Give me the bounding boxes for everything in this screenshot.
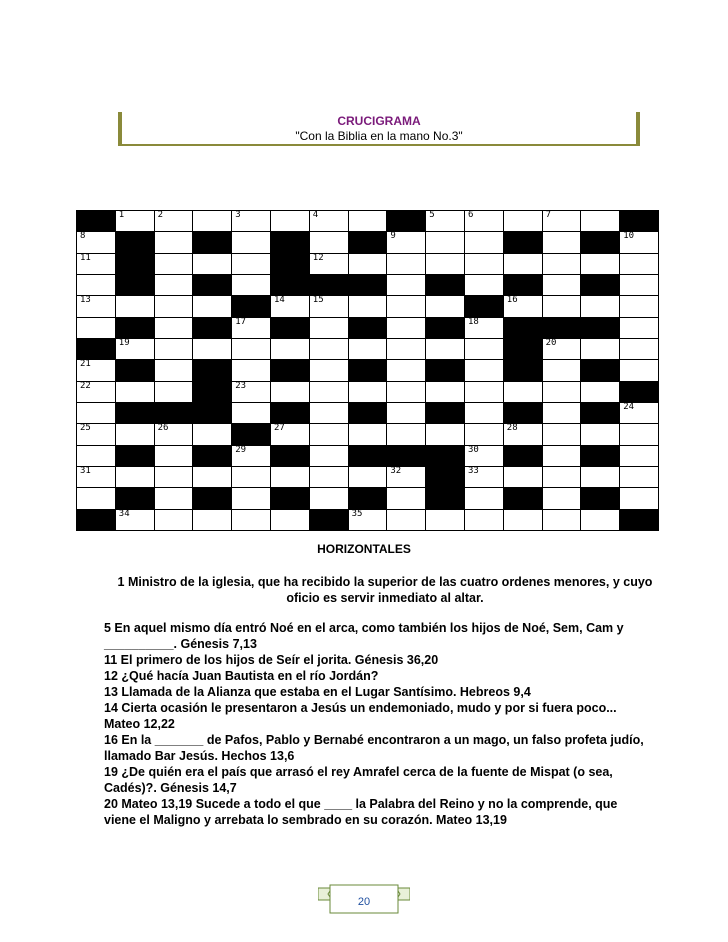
grid-cell[interactable] [425,423,465,445]
grid-cell-black [270,445,310,467]
grid-cell[interactable] [309,231,349,253]
cell-number: 5 [429,210,435,220]
grid-cell[interactable] [464,231,504,253]
grid-cell[interactable] [542,231,582,253]
grid-cell-black [348,402,388,424]
grid-cell-black [270,274,310,296]
grid-cell[interactable] [309,295,349,317]
grid-cell-black [425,445,465,467]
grid-cell[interactable] [386,423,426,445]
grid-cell[interactable] [115,509,155,531]
grid-cell-black [425,317,465,339]
clue-11: 11 El primero de los hijos de Seír el jorita. Génesis 36,20 [104,653,439,667]
cell-number: 8 [80,231,86,242]
grid-cell[interactable] [464,487,504,509]
grid-cell[interactable] [580,381,620,403]
page-number: 20 [357,896,371,908]
grid-cell[interactable] [115,423,155,445]
grid-cell-black [503,338,543,360]
cell-number: 27 [274,423,285,434]
grid-cell[interactable] [309,423,349,445]
grid-cell-black [619,210,659,232]
grid-cell[interactable] [270,381,310,403]
grid-cell[interactable] [386,466,426,488]
grid-cell[interactable] [386,253,426,275]
grid-cell[interactable] [619,445,659,467]
grid-cell[interactable] [309,253,349,275]
clue-12: 12 ¿Qué hacía Juan Bautista en el río Jordán? [104,669,379,683]
cell-number: 34 [118,508,130,519]
grid-cell-black [192,231,232,253]
grid-cell[interactable] [464,317,504,339]
grid-cell[interactable] [270,466,310,488]
grid-cell-black [115,274,155,296]
cell-number: 31 [80,466,91,476]
grid-cell[interactable] [231,359,271,381]
grid-cell[interactable] [270,509,310,531]
grid-cell[interactable] [348,253,388,275]
grid-cell[interactable] [154,231,194,253]
cell-number: 3 [235,210,241,220]
grid-cell[interactable] [503,423,543,445]
grid-cell-black [192,487,232,509]
grid-cell[interactable] [231,210,271,232]
grid-cell-black [115,487,155,509]
cell-number: 16 [506,295,518,306]
cell-number: 1 [118,210,125,220]
crossword-grid [76,210,658,530]
grid-cell[interactable] [154,445,194,467]
grid-cell[interactable] [619,231,659,253]
grid-cell[interactable] [580,295,620,317]
grid-cell[interactable] [580,338,620,360]
cell-number: 20 [545,338,557,348]
grid-cell[interactable] [542,359,582,381]
grid-cell-black [386,210,426,232]
grid-cell[interactable] [386,338,426,360]
grid-cell[interactable] [270,338,310,360]
grid-cell-black [115,359,155,381]
clue-16: 16 En la _______ de Pafos, Pablo y Bernabé encontraron a un mago, un falso profeta judío, llamado Bar Jesús. Hechos 13,6 [104,733,644,763]
grid-cell[interactable] [542,423,582,445]
grid-cell[interactable] [542,487,582,509]
grid-cell[interactable] [386,274,426,296]
grid-cell[interactable] [154,466,194,488]
grid-cell[interactable] [154,317,194,339]
grid-cell[interactable] [270,423,310,445]
grid-cell[interactable] [309,487,349,509]
grid-cell-black [270,402,310,424]
grid-cell-black [464,295,504,317]
grid-cell[interactable] [154,295,194,317]
grid-cell[interactable] [580,509,620,531]
grid-cell[interactable] [76,487,116,509]
cell-number: 25 [80,423,91,434]
grid-cell[interactable] [192,338,232,360]
grid-cell[interactable] [542,295,582,317]
grid-cell[interactable] [386,487,426,509]
grid-cell-black [348,274,388,296]
grid-cell[interactable] [76,359,116,381]
grid-cell-black [348,231,388,253]
grid-cell[interactable] [309,381,349,403]
cell-number: 33 [468,466,479,476]
grid-cell[interactable] [425,210,465,232]
grid-cell-black [270,231,310,253]
grid-cell-black [309,274,349,296]
grid-cell-black [619,509,659,531]
grid-cell-black [503,317,543,339]
grid-cell[interactable] [386,381,426,403]
grid-cell-black [503,402,543,424]
grid-cell[interactable] [619,338,659,360]
grid-cell[interactable] [348,423,388,445]
grid-cell[interactable] [154,487,194,509]
header-bar [118,112,640,146]
grid-cell[interactable] [309,359,349,381]
grid-cell[interactable] [231,509,271,531]
grid-cell[interactable] [154,338,194,360]
grid-cell[interactable] [231,317,271,339]
cell-number: 30 [468,444,479,455]
cell-number: 12 [312,252,324,263]
clue-5: 5 En aquel mismo día entró Noé en el arca, como también los hijos de Noé, Sem, Cam y __________. Génesis 7,13 [104,621,624,651]
grid-cell[interactable] [542,253,582,275]
clue-20: 20 Mateo 13,19 Sucede a todo el que ____ la Palabra del Reino y no la comprende, que viene el Maligno y arrebata lo sembrado en su corazón. Mateo 13,19 [104,797,618,827]
cell-number: 29 [235,444,247,455]
grid-cell[interactable] [425,253,465,275]
grid-cell[interactable] [542,381,582,403]
grid-cell-black [192,274,232,296]
grid-cell[interactable] [503,253,543,275]
grid-cell-black [76,338,116,360]
grid-cell[interactable] [115,381,155,403]
grid-cell-black [425,487,465,509]
cell-number: 7 [545,210,552,220]
grid-cell-black [348,487,388,509]
grid-cell[interactable] [76,253,116,275]
grid-cell[interactable] [348,338,388,360]
cell-number: 26 [157,423,169,434]
grid-cell[interactable] [619,274,659,296]
grid-cell[interactable] [76,274,116,296]
cell-number: 11 [80,252,91,263]
grid-cell[interactable] [192,509,232,531]
grid-cell[interactable] [425,338,465,360]
section-heading-horizontales: HORIZONTALES [317,542,411,556]
grid-cell[interactable] [425,509,465,531]
grid-cell-black [386,445,426,467]
cell-number: 2 [157,210,164,220]
grid-cell[interactable] [464,423,504,445]
grid-cell-black [619,381,659,403]
grid-cell[interactable] [464,466,504,488]
cell-number: 18 [468,316,479,327]
grid-cell[interactable] [464,210,504,232]
grid-cell[interactable] [309,402,349,424]
grid-cell[interactable] [503,381,543,403]
grid-cell[interactable] [348,210,388,232]
grid-cell[interactable] [542,445,582,467]
grid-cell-black [580,274,620,296]
grid-cell[interactable] [464,509,504,531]
grid-cell[interactable] [619,466,659,488]
grid-cell[interactable] [386,231,426,253]
grid-cell-black [425,466,465,488]
clue-13: 13 Llamada de la Alianza que estaba en el Lugar Santísimo. Hebreos 9,4 [104,685,531,699]
grid-cell[interactable] [154,423,194,445]
grid-cell[interactable] [309,445,349,467]
grid-cell-black [192,317,232,339]
grid-cell[interactable] [464,253,504,275]
grid-cell[interactable] [76,423,116,445]
grid-cell[interactable] [270,295,310,317]
cell-number: 4 [312,210,319,220]
grid-cell[interactable] [503,509,543,531]
cell-number: 21 [80,359,91,370]
grid-cell[interactable] [231,466,271,488]
grid-cell[interactable] [231,445,271,467]
grid-cell-black [503,231,543,253]
grid-cell[interactable] [348,466,388,488]
grid-cell-black [580,317,620,339]
grid-cell[interactable] [309,317,349,339]
grid-cell[interactable] [386,317,426,339]
grid-cell-black [192,445,232,467]
grid-cell-black [425,402,465,424]
grid-cell[interactable] [231,487,271,509]
clue-19: 19 ¿De quién era el país que arrasó el rey Amrafel cerca de la fuente de Mispat (o sea, Cadés)?. Génesis 14,7 [104,765,613,795]
grid-cell[interactable] [542,509,582,531]
grid-cell[interactable] [464,274,504,296]
grid-cell-black [348,317,388,339]
grid-cell-black [542,317,582,339]
grid-cell[interactable] [76,317,116,339]
grid-cell[interactable] [154,509,194,531]
grid-cell-black [503,487,543,509]
cell-number: 13 [80,295,91,306]
grid-cell[interactable] [76,402,116,424]
grid-cell[interactable] [619,295,659,317]
cell-number: 28 [506,423,518,434]
grid-cell[interactable] [580,423,620,445]
grid-cell-black [580,359,620,381]
grid-cell[interactable] [192,210,232,232]
grid-cell[interactable] [115,466,155,488]
grid-cell-black [76,210,116,232]
grid-cell[interactable] [425,381,465,403]
cell-number: 6 [468,210,474,220]
grid-cell[interactable] [76,295,116,317]
grid-cell[interactable] [348,381,388,403]
grid-cell-black [580,445,620,467]
grid-cell-black [348,359,388,381]
cell-number: 23 [235,380,247,391]
grid-cell-black [580,487,620,509]
grid-cell[interactable] [348,295,388,317]
grid-cell-black [580,402,620,424]
grid-cell-black [115,231,155,253]
grid-cell[interactable] [542,402,582,424]
grid-cell[interactable] [192,466,232,488]
grid-cell[interactable] [115,295,155,317]
grid-cell[interactable] [425,295,465,317]
grid-cell[interactable] [309,466,349,488]
grid-cell[interactable] [542,210,582,232]
cell-number: 10 [623,231,635,242]
grid-cell-black [270,359,310,381]
grid-cell[interactable] [386,359,426,381]
grid-cell-black [270,253,310,275]
grid-cell[interactable] [386,509,426,531]
grid-cell[interactable] [386,295,426,317]
grid-cell[interactable] [464,338,504,360]
grid-cell[interactable] [154,210,194,232]
grid-cell[interactable] [619,423,659,445]
grid-cell-black [115,445,155,467]
grid-cell-black [425,274,465,296]
grid-cell[interactable] [580,210,620,232]
grid-cell[interactable] [76,445,116,467]
grid-cell[interactable] [231,338,271,360]
page-subtitle: "Con la Biblia en la mano No.3" [295,129,463,143]
grid-cell-black [270,317,310,339]
grid-cell[interactable] [154,253,194,275]
grid-cell[interactable] [464,359,504,381]
grid-cell[interactable] [154,359,194,381]
cell-number: 32 [390,466,402,476]
header-underline [118,144,640,146]
grid-cell[interactable] [231,231,271,253]
grid-cell-black [309,509,349,531]
clue-1: 1 Ministro de la iglesia, que ha recibido la superior de las cuatro ordenes menores, y cuyo oficio es servir inmediato al altar. [117,575,653,605]
grid-cell-black [192,402,232,424]
grid-cell-black [115,402,155,424]
page-title: CRUCIGRAMA [337,114,421,128]
clue-list [104,620,644,828]
grid-cell[interactable] [231,274,271,296]
grid-cell[interactable] [619,359,659,381]
grid-cell[interactable] [619,317,659,339]
cell-number: 15 [312,295,324,306]
grid-cell[interactable] [115,338,155,360]
cell-number: 22 [80,380,91,391]
grid-cell[interactable] [192,253,232,275]
grid-cell[interactable] [619,487,659,509]
grid-cell-black [231,295,271,317]
grid-cell-black [231,423,271,445]
grid-cell[interactable] [231,381,271,403]
grid-cell[interactable] [580,253,620,275]
grid-cell[interactable] [231,402,271,424]
grid-cell[interactable] [464,445,504,467]
grid-cell[interactable] [464,381,504,403]
grid-cell-black [580,231,620,253]
cell-number: 9 [390,231,396,242]
cell-number: 24 [623,402,635,412]
grid-cell[interactable] [542,338,582,360]
grid-cell[interactable] [231,253,271,275]
grid-cell[interactable] [619,402,659,424]
grid-cell[interactable] [464,402,504,424]
cell-number: 35 [351,508,363,519]
grid-cell[interactable] [503,295,543,317]
grid-cell-black [115,253,155,275]
grid-cell[interactable] [619,253,659,275]
grid-cell-black [348,445,388,467]
grid-cell[interactable] [503,210,543,232]
grid-cell[interactable] [115,210,155,232]
grid-cell[interactable] [542,466,582,488]
grid-cell[interactable] [580,466,620,488]
cell-number: 14 [274,295,285,306]
grid-cell[interactable] [192,295,232,317]
grid-cell-black [154,402,194,424]
grid-cell[interactable] [154,381,194,403]
grid-cell[interactable] [76,231,116,253]
grid-cell[interactable] [348,509,388,531]
clue-14: 14 Cierta ocasión le presentaron a Jesús un endemoniado, mudo y por si fuera poco... Mateo 12,22 [104,701,617,731]
grid-cell[interactable] [192,423,232,445]
grid-cell[interactable] [76,466,116,488]
grid-cell-black [425,359,465,381]
grid-cell[interactable] [425,231,465,253]
cell-number: 19 [118,338,130,348]
grid-cell[interactable] [542,274,582,296]
cell-number: 17 [235,316,247,327]
grid-cell[interactable] [309,338,349,360]
grid-cell-black [115,317,155,339]
grid-cell[interactable] [270,210,310,232]
grid-cell-black [76,509,116,531]
grid-cell[interactable] [503,466,543,488]
page-number-badge [318,884,410,914]
grid-cell[interactable] [154,274,194,296]
grid-cell-black [270,487,310,509]
grid-cell-black [503,274,543,296]
grid-cell[interactable] [386,402,426,424]
grid-cell-black [192,359,232,381]
grid-cell-black [503,359,543,381]
grid-cell[interactable] [309,210,349,232]
grid-cell[interactable] [76,381,116,403]
grid-cell-black [192,381,232,403]
grid-cell-black [503,445,543,467]
